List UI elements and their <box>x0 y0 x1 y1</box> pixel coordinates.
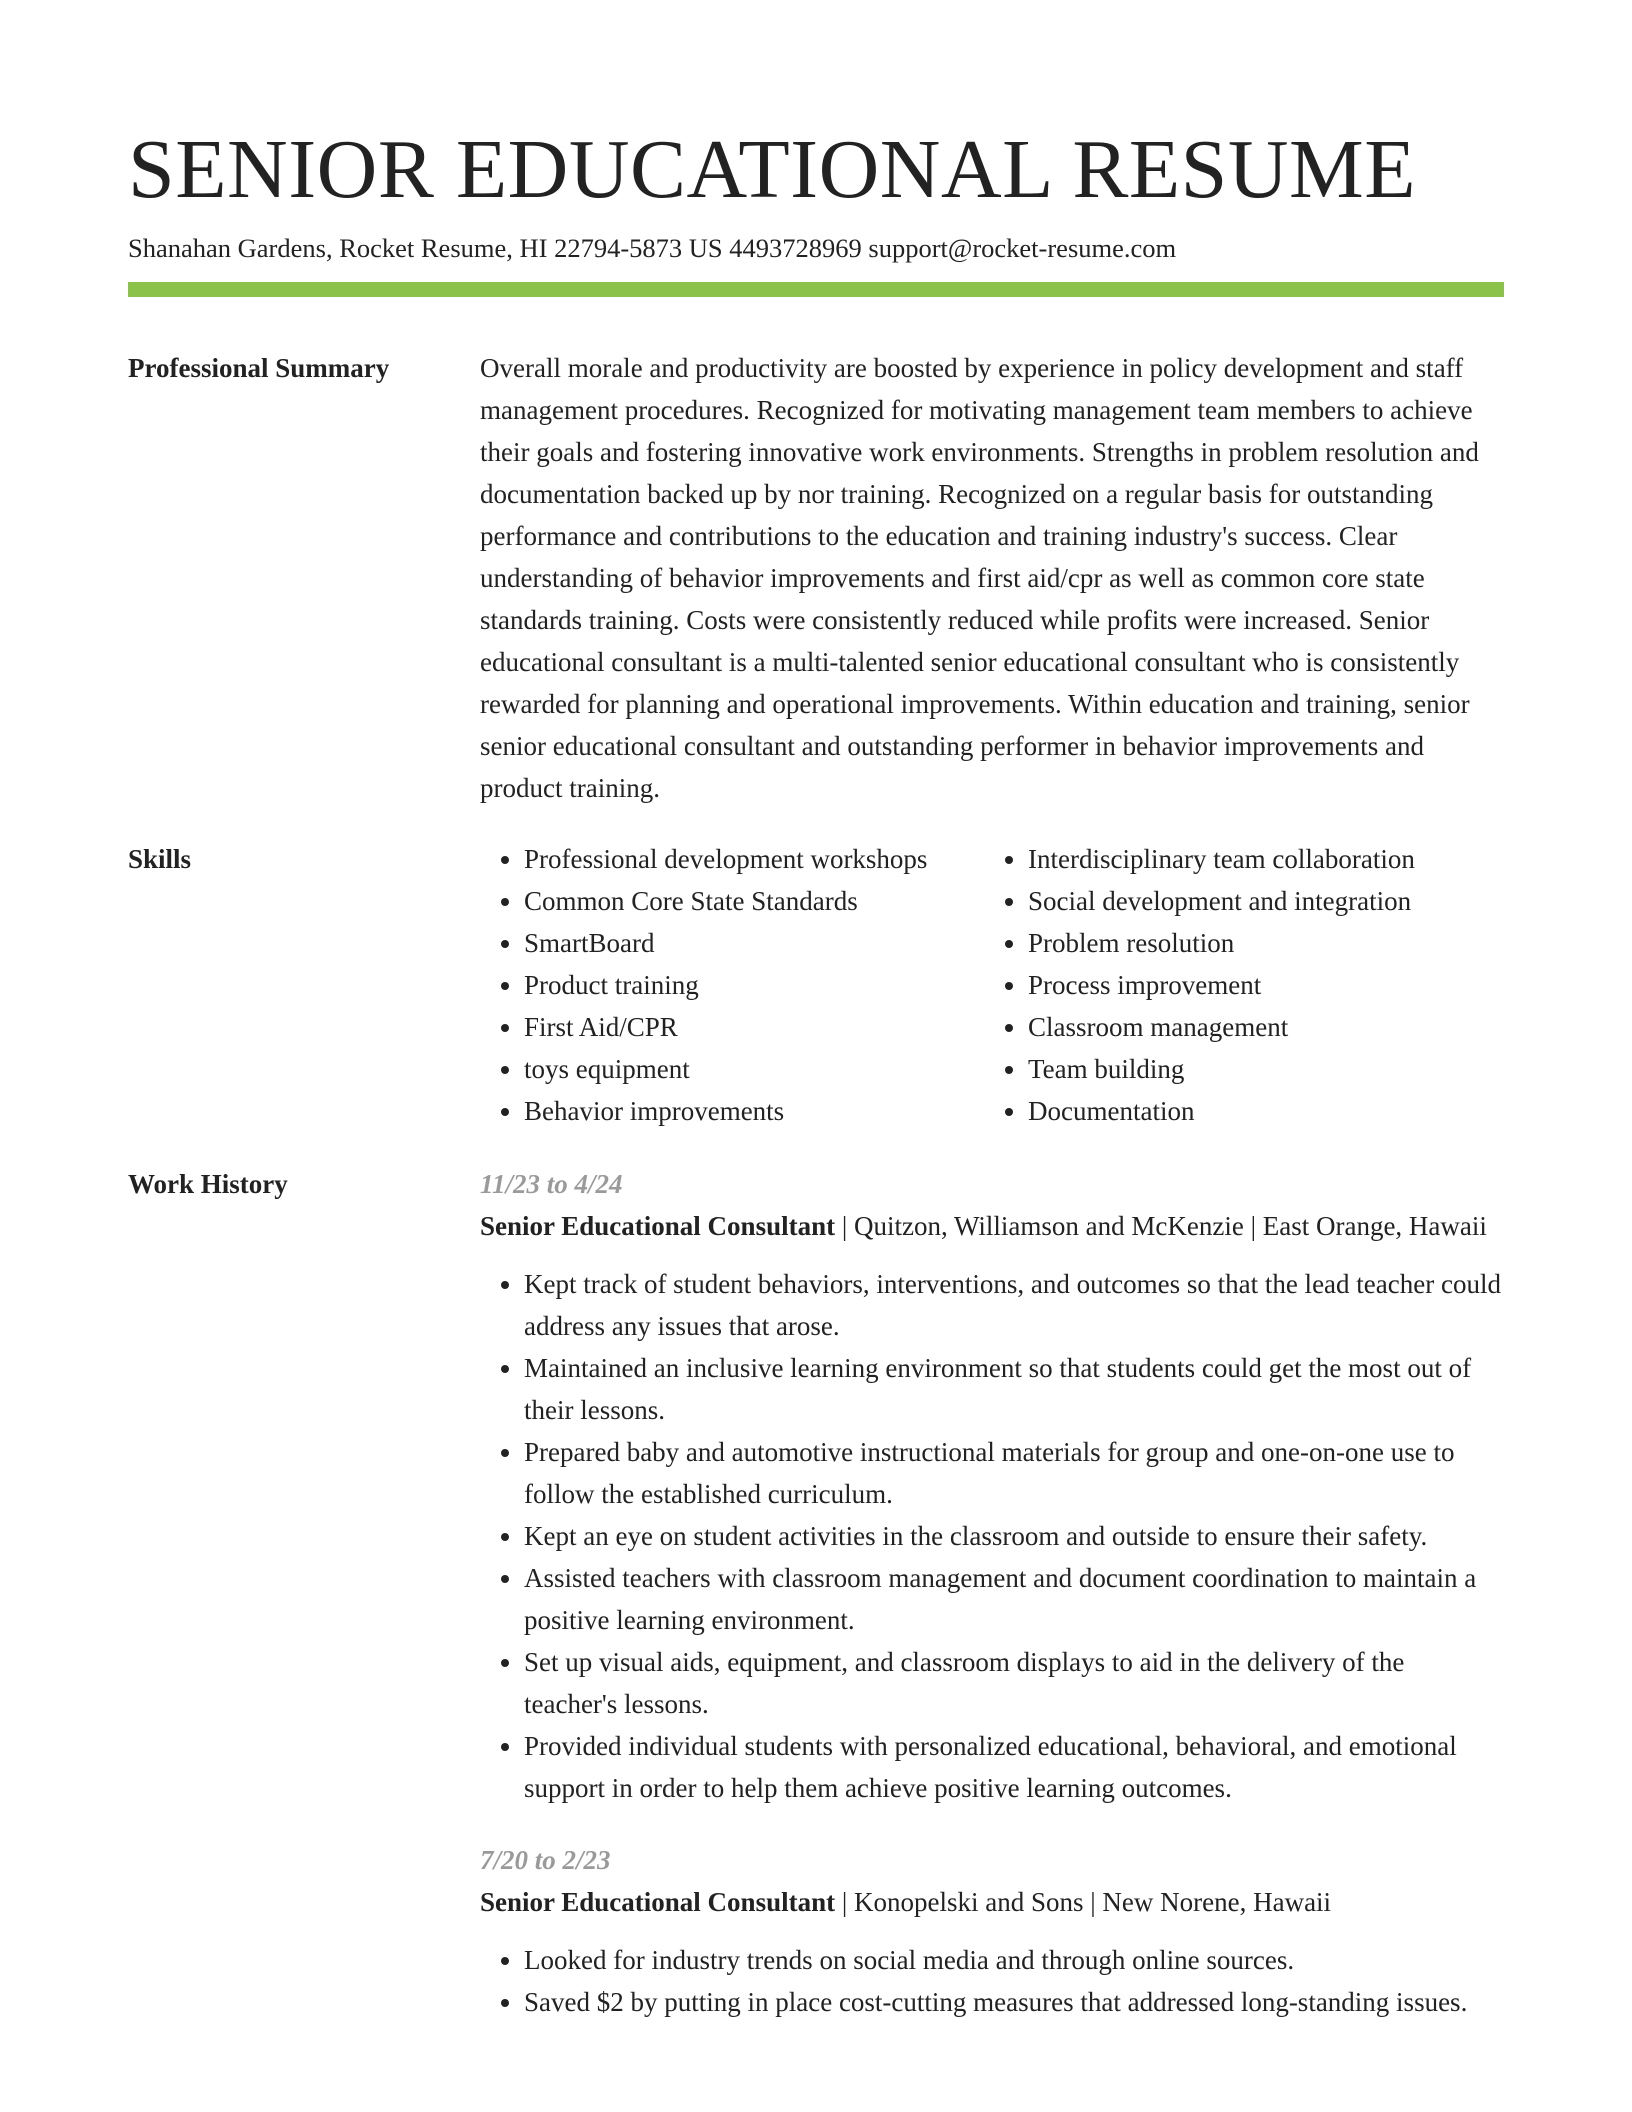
skill-item: • Behavior improvements <box>524 1090 984 1132</box>
job-bullets <box>480 1263 1504 1809</box>
skill-item: • First Aid/CPR <box>524 1006 984 1048</box>
skill-item: • Professional development workshops <box>524 838 984 880</box>
job-bullet: • Kept track of student behaviors, interventions, and outcomes so that the lead teacher could address any issues that arose. <box>524 1263 1504 1347</box>
skill-item: • Common Core State Standards <box>524 880 984 922</box>
skill-item: • Process improvement <box>1028 964 1528 1006</box>
header-divider <box>128 282 1504 297</box>
job-bullet: • Looked for industry trends on social media and through online sources. <box>524 1939 1504 1981</box>
job-details: | Quitzon, Williamson and McKenzie | East Orange, Hawaii <box>835 1211 1487 1241</box>
job-heading <box>480 1205 1504 1247</box>
job-entry <box>480 1163 1504 1809</box>
contact-line: Shanahan Gardens, Rocket Resume, HI 22794-5873 US 4493728969 support@rocket-resume.com <box>128 233 1177 263</box>
skills-section <box>128 838 1504 1132</box>
skill-item: • Classroom management <box>1028 1006 1528 1048</box>
job-bullet: • Saved $2 by putting in place cost-cutting measures that addressed long-standing issues. <box>524 1981 1504 2023</box>
job-entry <box>480 1839 1504 2023</box>
resume-page <box>128 0 1504 2023</box>
job-bullet: • Kept an eye on student activities in the classroom and outside to ensure their safety. <box>524 1515 1504 1557</box>
job-bullets <box>480 1939 1504 2023</box>
skill-item: • toys equipment <box>524 1048 984 1090</box>
job-title: Senior Educational Consultant <box>480 1211 836 1241</box>
section-body <box>480 347 1504 809</box>
job-dates: 7/20 to 2/23 <box>480 1845 611 1875</box>
section-label: Work History <box>128 1169 288 1199</box>
professional-summary-section <box>128 347 1504 809</box>
job-bullet: • Assisted teachers with classroom management and document coordination to maintain a positive learning environment. <box>524 1557 1504 1641</box>
job-bullet: • Prepared baby and automotive instructional materials for group and one-on-one use to follow the established curriculum. <box>524 1431 1504 1515</box>
summary-text: Overall morale and productivity are boosted by experience in policy development and staff management procedures. Recognized for motivating management team members to achieve their goals and fostering innovative work environments. Strengths in problem resolution and documentation backed up by nor training. Recognized on a regular basis for outstanding performance and contributions to the education and training industry's success. Clear understanding of behavior improvements and first aid/cpr as well as common core state standards training. Costs were consistently reduced while profits were increased. Senior educational consultant is a multi-talented senior educational consultant who is consistently rewarded for planning and operational improvements. Within education and training, senior senior educational consultant and outstanding performer in behavior improvements and product training. <box>480 353 1479 803</box>
job-details: | Konopelski and Sons | New Norene, Hawaii <box>835 1887 1332 1917</box>
skills-columns <box>480 838 1528 1132</box>
section-label: Professional Summary <box>128 353 390 383</box>
job-title: Senior Educational Consultant <box>480 1887 836 1917</box>
job-bullet: • Maintained an inclusive learning environment so that students could get the most out of their lessons. <box>524 1347 1504 1431</box>
skill-item: • Product training <box>524 964 984 1006</box>
skill-item: • Interdisciplinary team collaboration <box>1028 838 1528 880</box>
skills-list-left <box>480 838 984 1132</box>
job-dates: 11/23 to 4/24 <box>480 1169 623 1199</box>
skill-item: • Team building <box>1028 1048 1528 1090</box>
job-bullet: • Set up visual aids, equipment, and classroom displays to aid in the delivery of the teacher's lessons. <box>524 1641 1504 1725</box>
job-bullet: • Provided individual students with personalized educational, behavioral, and emotional support in order to help them achieve positive learning outcomes. <box>524 1725 1504 1809</box>
skill-item: • Social development and integration <box>1028 880 1528 922</box>
skill-item: • SmartBoard <box>524 922 984 964</box>
skill-item: • Problem resolution <box>1028 922 1528 964</box>
work-history-section <box>128 1163 1504 2023</box>
job-heading <box>480 1881 1504 1923</box>
skill-item: • Documentation <box>1028 1090 1528 1132</box>
section-body <box>480 1163 1504 2023</box>
section-label: Skills <box>128 844 192 874</box>
resume-title: SENIOR EDUCATIONAL RESUME <box>128 123 1417 216</box>
skills-list-right <box>984 838 1528 1132</box>
